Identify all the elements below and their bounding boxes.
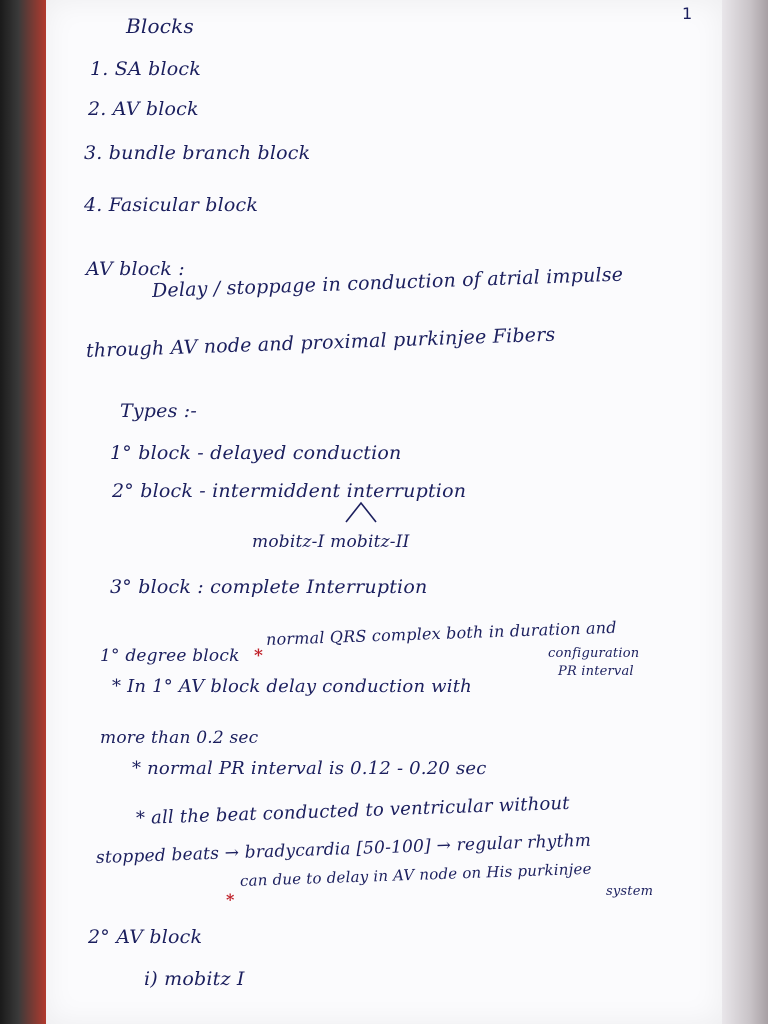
av-node-delay-note: can due to delay in AV node on His purkinjee xyxy=(239,859,592,890)
stopped-beats-note: stopped beats → bradycardia [50-100] → regular rhythm xyxy=(95,830,592,868)
type-2-block: 2° block - intermiddent interruption xyxy=(112,480,467,502)
first-degree-qrs-note: normal QRS complex both in duration and xyxy=(265,617,617,649)
page-edge-left xyxy=(0,0,46,1024)
definition-line-1: Delay / stoppage in conduction of atrial impulse xyxy=(151,263,624,302)
more-than-note: more than 0.2 sec xyxy=(100,728,259,748)
branch-caret-icon xyxy=(344,500,378,524)
type-3-block: 3° block : complete Interruption xyxy=(110,576,428,598)
list-item-fasicular-block: 4. Fasicular block xyxy=(84,194,259,216)
types-heading: Types :- xyxy=(120,400,198,422)
mobitz-1-item: i) mobitz I xyxy=(144,968,245,990)
mobitz-types: mobitz-I mobitz-II xyxy=(252,532,410,552)
first-degree-block-label: 1° degree block xyxy=(100,646,240,666)
all-beat-note: * all the beat conducted to ventricular without xyxy=(135,792,571,829)
second-degree-heading: 2° AV block xyxy=(88,926,203,948)
page-number: 1 xyxy=(682,4,693,23)
system-note: system xyxy=(606,884,654,899)
pr-interval-note: PR interval xyxy=(558,664,634,679)
definition-line-2: through AV node and proximal purkinjee Fibers xyxy=(85,323,556,362)
normal-pr-note: * normal PR interval is 0.12 - 0.20 sec xyxy=(132,758,487,779)
av-block-heading: AV block : xyxy=(86,258,185,280)
page-edge-right xyxy=(722,0,768,1024)
red-star-marker-2: * xyxy=(226,890,235,909)
notebook-page xyxy=(46,0,722,1024)
blocks-title: Blocks xyxy=(126,14,194,38)
first-degree-delay-note: * In 1° AV block delay conduction with xyxy=(112,676,472,697)
type-1-block: 1° block - delayed conduction xyxy=(110,442,402,464)
list-item-av-block: 2. AV block xyxy=(88,98,199,120)
list-item-bundle-branch-block: 3. bundle branch block xyxy=(84,142,311,164)
red-star-marker: * xyxy=(254,646,264,666)
configuration-note: configuration xyxy=(548,646,640,661)
list-item-sa-block: 1. SA block xyxy=(90,58,201,80)
